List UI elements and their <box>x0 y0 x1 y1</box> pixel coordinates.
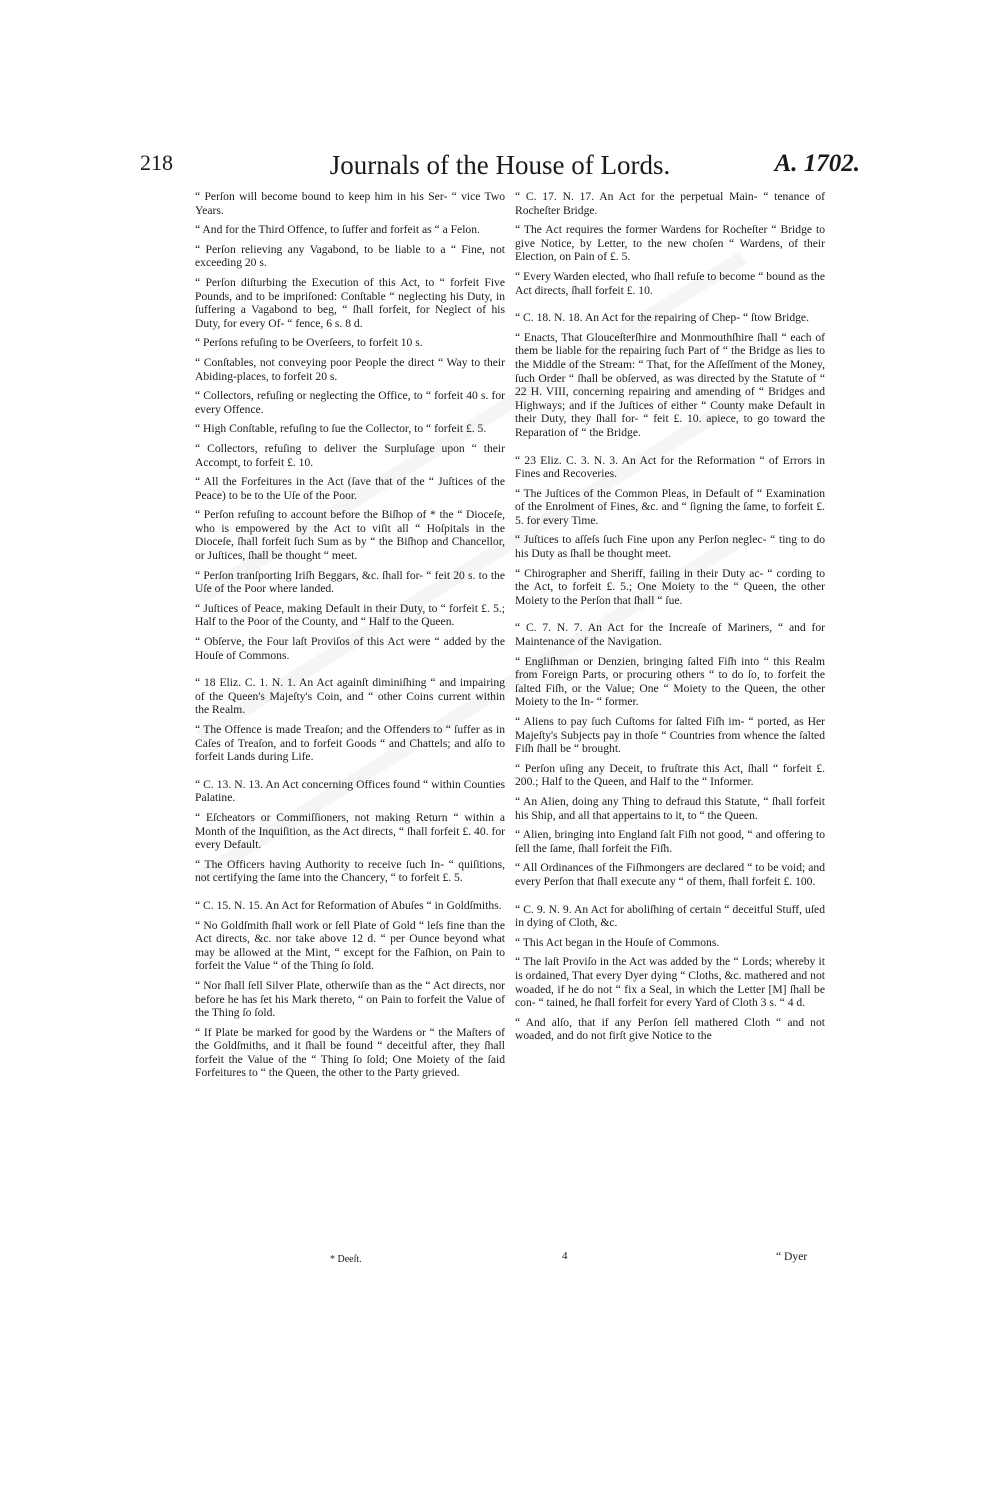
catchword: “ Dyer <box>776 1250 808 1263</box>
paragraph: “ Enacts, That Glouceſterſhire and Monmouthſhire ſhall “ each of them be liable for the repairing ſuch Part of “ the Bridge as lies to the Middle of the Stream: “ That, for the Aſſeſſment of the Money, ſuch Order “ ſhall be obſerved, as was directed by the Statute of “ 22 H. VIII, concerning repairing and amending of “ Bridges and Highways; and if the Juſtices of either “ County make Default in their Duty, they ſhall for- “ feit £. 10. apiece, to go toward the Reparation of “ the Bridge. <box>515 330 825 439</box>
act-heading: “ C. 17. N. 17. An Act for the perpetual Main- “ tenance of Rocheſter Bridge. <box>515 190 825 217</box>
paragraph: “ Chirographer and Sheriff, failing in their Duty ac- “ cording to the Act, to forfeit £. 5.; One Moiety to the “ Queen, the other Moiety to the Perſon that ſhall “ ſue. <box>515 566 825 607</box>
paragraph: “ And for the Third Offence, to ſuffer and forfeit as “ a Felon. <box>195 223 480 237</box>
page-number: 218 <box>140 150 173 175</box>
paragraph: “ Collectors, refuſing to deliver the Surpluſage upon “ their Accompt, to forfeit £. 10. <box>195 441 505 469</box>
paragraph: “ Alien, bringing into England ſalt Fiſh not good, “ and offering to ſell the ſame, ſhall forfeit the Fiſh. <box>515 828 825 855</box>
paragraph: “ The Juſtices of the Common Pleas, in Default of “ Examination of the Enrolment of Fines, &c. and “ ſigning the ſame, to forfeit £. 5. for every Time. <box>515 486 825 527</box>
paragraph: “ Perſon relieving any Vagabond, to be liable to a “ Fine, not exceeding 20 s. <box>195 242 505 270</box>
paragraph: “ The Offence is made Treaſon; and the Offenders to “ ſuffer as in Caſes of Treaſon, and to forfeit Goods “ and Chattels; and alſo to forfeit Lands during Life. <box>195 723 505 764</box>
paragraph: “ Perſon tranſporting Iriſh Beggars, &c. ſhall for- “ feit 20 s. to the Uſe of the Poor where landed. <box>195 568 505 596</box>
act-heading: “ 18 Eliz. C. 1. N. 1. An Act againſt diminiſhing “ and impairing of the Queen's Majeſty's Coin, and “ other Coins current within the Realm. <box>195 676 505 717</box>
signature-mark: 4 <box>562 1250 568 1262</box>
paragraph: “ Perſons refuſing to be Overſeers, to forfeit 10 s. <box>195 336 423 350</box>
paragraph: “ Every Warden elected, who ſhall refuſe to become “ bound as the Act directs, ſhall forfeit £. 10. <box>515 269 825 297</box>
paragraph: “ Perſon uſing any Deceit, to fruſtrate this Act, ſhall “ forfeit £. 200.; Half to the Queen, and Half to the “ Informer. <box>515 761 825 789</box>
page-header <box>140 150 860 190</box>
paragraph: “ Perſon will become bound to keep him in his Ser- “ vice Two Years. <box>195 190 505 217</box>
act-heading: “ C. 15. N. 15. An Act for Reformation of Abuſes “ in Goldſmiths. <box>195 898 502 912</box>
year-heading: A. 1702. <box>774 150 860 177</box>
paragraph: “ Eſcheators or Commiſſioners, not making Return “ within a Month of the Inquiſition, as the Act directs, “ ſhall forfeit £. 40. for every Default. <box>195 810 505 852</box>
paragraph: “ Engliſhman or Denzien, bringing ſalted Fiſh into “ this Realm from Foreign Parts, or procuring others “ to do ſo, to forfeit the ſalted Fiſh, or the Value; One “ Moiety to the Queen, the other Moiety to the In- “ former. <box>515 654 825 709</box>
paragraph: “ Aliens to pay ſuch Cuſtoms for ſalted Fiſh im- “ ported, as Her Majeſty's Subjects pay in thoſe “ Countries from whence the ſalted Fiſh ſhall be “ brought. <box>515 715 825 756</box>
paragraph: “ High Conſtable, refuſing to ſue the Collector, to “ forfeit £. 5. <box>195 422 487 436</box>
page-title: Journals of the House of Lords. <box>329 150 671 180</box>
paragraph: “ Perſon diſturbing the Execution of this Act, to “ forfeit Five Pounds, and to be impriſoned: Conſtable “ neglecting his Duty, in ſuffering a Vagabond to beg, “ ſhall forfeit, for Neglect of his Duty, for every Of- “ fence, 6 s. 8 d. <box>195 275 505 330</box>
paragraph: “ Juſtices to aſſeſs ſuch Fine upon any Perſon neglec- “ ting to do his Duty as ſhall be thought meet. <box>515 533 825 561</box>
paragraph: “ All the Forfeitures in the Act (ſave that of the “ Juſtices of the Peace) to be to the Uſe of the Poor. <box>195 475 505 502</box>
act-heading: “ C. 18. N. 18. An Act for the repairing of Chep- “ ſtow Bridge. <box>515 311 809 325</box>
act-heading: “ C. 7. N. 7. An Act for the Increaſe of Mariners, “ and for Maintenance of the Navigation. <box>515 621 825 649</box>
paragraph: “ No Goldſmith ſhall work or ſell Plate of Gold “ leſs fine than the Act directs, &c. nor take above 12 d. “ per Ounce beyond what may be allowed at the Mint, “ except for the Faſhion, on Pain to forfeit the Value “ of the Thing ſo ſold. <box>195 918 505 973</box>
paragraph: “ If Plate be marked for good by the Wardens or “ the Maſters of the Goldſmiths, and it ſhall be found “ deceitful after, they ſhall forfeit the Value of the “ Thing ſo ſold; One Moiety of the ſaid Forfeitures to “ the Queen, the other to the Party grieved. <box>195 1025 505 1080</box>
paragraph: “ Perſon refuſing to account before the Biſhop of * the “ Dioceſe, who is empowered by the Act to viſit all “ Hoſpitals in the Dioceſe, ſhall forfeit ſuch Sum as by “ the Biſhop and Chancellor, or Juſtices, ſhall be thought “ meet. <box>195 508 505 563</box>
right-column <box>515 190 825 1049</box>
paragraph: “ Nor ſhall ſell Silver Plate, otherwiſe than as the “ Act directs, nor before he has ſet his Mark thereto, “ on Pain to forfeit the Value of the Thing ſo ſold. <box>195 978 505 1020</box>
paragraph: “ Collectors, refuſing or neglecting the Office, to “ forfeit 40 s. for every Offence. <box>195 389 505 416</box>
act-heading: “ C. 13. N. 13. An Act concerning Offices found “ within Counties Palatine. <box>195 777 505 805</box>
paragraph: “ Conſtables, not conveying poor People the direct “ Way to their Abiding-places, to forfeit 20 s. <box>195 355 505 383</box>
paragraph: “ The laſt Proviſo in the Act was added by the “ Lords; whereby it is ordained, That every Dyer dying “ Cloths, &c. mathered and not woaded, if he do not “ fix a Seal, in which the Letter [M] ſhall be con- “ tained, he ſhall forfeit for every Yard of Cloth 3 s. “ 4 d. <box>515 955 825 1010</box>
act-heading: “ C. 9. N. 9. An Act for aboliſhing of certain “ deceitful Stuff, uſed in dying of Cloth, &c. <box>515 902 825 930</box>
footnote: * Deeſt. <box>330 1254 362 1265</box>
paragraph: “ The Act requires the former Wardens for Rocheſter “ Bridge to give Notice, by Letter, to the new choſen “ Wardens, of their Election, on Pain of £. 5. <box>515 223 825 264</box>
paragraph: “ All Ordinances of the Fiſhmongers are declared “ to be void; and every Perſon that ſhall execute any “ of them, ſhall forfeit £. 100. <box>515 861 825 888</box>
left-column <box>195 190 505 1086</box>
paragraph: “ Juſtices of Peace, making Default in their Duty, to “ forfeit £. 5.; Half to the Poor of the County, and “ Half to the Queen. <box>195 601 505 629</box>
paragraph: “ This Act began in the Houſe of Commons. <box>515 935 720 949</box>
paragraph: “ An Alien, doing any Thing to defraud this Statute, “ ſhall forfeit his Ship, and all that appertains to it, to “ the Queen. <box>515 794 825 822</box>
paragraph: “ Obſerve, the Four laſt Proviſos of this Act were “ added by the Houſe of Commons. <box>195 635 505 662</box>
paragraph: “ And alſo, that if any Perſon ſell mathered Cloth “ and not woaded, and do not firſt give Notice to the <box>515 1015 825 1043</box>
paragraph: “ The Officers having Authority to receive ſuch In- “ quiſitions, not certifying the ſame into the Chancery, “ to forfeit £. 5. <box>195 857 505 885</box>
act-heading: “ 23 Eliz. C. 3. N. 3. An Act for the Reformation “ of Errors in Fines and Recoveries. <box>515 453 825 481</box>
